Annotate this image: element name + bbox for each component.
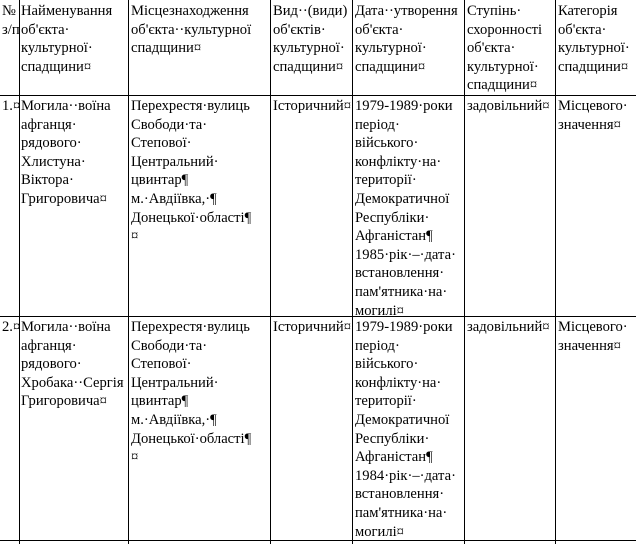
- cell-line: Демократичної: [355, 411, 450, 428]
- cell-line: задовільний¤: [467, 98, 550, 114]
- cell-line: культурної·: [355, 40, 427, 57]
- cell-line: території·: [355, 172, 417, 189]
- row-1-category-cell: [558, 97, 636, 134]
- cell-line: спадщини¤: [355, 58, 426, 75]
- cell-line: Григоровича¤: [21, 190, 107, 207]
- cell-line: Демократичної: [355, 190, 450, 207]
- cell-line: задовільний¤: [467, 319, 550, 335]
- cell-line: період·: [355, 116, 400, 133]
- header-cell-date: [355, 2, 465, 76]
- cell-line: Місцевого·: [558, 319, 628, 335]
- row-2-date-cell: [355, 318, 465, 541]
- cell-line: схоронності: [467, 21, 543, 38]
- cell-line: Дата··утворення: [355, 3, 458, 19]
- cell-line: Центральний·: [131, 153, 219, 170]
- cell-line: війського·: [355, 356, 419, 373]
- cell-line: встановлення·: [355, 265, 445, 282]
- cell-line: встановлення·: [355, 486, 445, 503]
- cell-line: об'єкта··культурної: [131, 21, 252, 38]
- cell-line: рядового·: [21, 356, 82, 373]
- cell-line: Донецької·області¶: [131, 430, 252, 447]
- row-2-category-cell: [558, 318, 636, 355]
- cell-line: Хробака··Сергія: [21, 374, 124, 391]
- header-cell-location: [131, 2, 271, 58]
- cell-line: Степової·: [131, 135, 192, 152]
- cell-line: значення¤: [558, 337, 621, 354]
- row-1-state-cell: [467, 97, 556, 116]
- cell-line: могилі¤: [355, 523, 404, 540]
- cell-line: Свободи·та·: [131, 337, 208, 354]
- cell-line: Категорія: [558, 3, 618, 19]
- cell-line: пам'ятника·на·: [355, 504, 448, 521]
- cell-line: 1984·рік·–·дата·: [355, 467, 456, 484]
- cell-line: об'єкта·: [558, 21, 607, 38]
- row-2-name-cell: [21, 318, 129, 411]
- cell-line: Історичний¤: [273, 319, 351, 335]
- cell-line: Віктора·: [21, 172, 74, 189]
- cell-line: Найменування: [21, 3, 113, 19]
- cell-line: спадщини¤: [131, 40, 202, 57]
- cell-line: Ступінь·: [467, 3, 522, 19]
- cell-line: Степової·: [131, 356, 192, 373]
- cell-line: Історичний¤: [273, 98, 351, 114]
- header-cell-type: [273, 2, 353, 76]
- cell-line: 1985·рік·–·дата·: [355, 246, 456, 263]
- cell-line: культурної·: [558, 40, 630, 57]
- cell-line: Могила··воїна: [21, 98, 111, 114]
- cell-line: Місцевого·: [558, 98, 628, 114]
- cell-line: культурної·: [273, 40, 345, 57]
- cell-line: Могила··воїна: [21, 319, 111, 335]
- cell-line: Місцезнаходження: [131, 3, 249, 19]
- header-cell-state: [467, 2, 556, 95]
- cell-line: м.·Авдіївка,·¶: [131, 190, 217, 207]
- cell-line: конфлікту·на·: [355, 374, 442, 391]
- cell-line: Республіки·: [355, 209, 430, 226]
- cell-line: Центральний·: [131, 374, 219, 391]
- header-cell-num: [2, 2, 20, 39]
- cell-line: цвинтар¶: [131, 393, 189, 410]
- cell-line: території·: [355, 393, 417, 410]
- column-divider: [128, 0, 129, 544]
- row-2-location-cell: [131, 318, 271, 467]
- row-2-type-cell: [273, 318, 353, 337]
- cell-line: ¤: [131, 449, 139, 466]
- header-cell-category: [558, 2, 636, 76]
- column-divider: [352, 0, 353, 544]
- row-1-name-cell: [21, 97, 129, 209]
- cell-line: спадщини¤: [558, 58, 629, 75]
- cell-line: з/п: [2, 21, 20, 38]
- cell-line: пам'ятника·на·: [355, 283, 448, 300]
- row-divider: [0, 95, 636, 96]
- cell-line: період·: [355, 337, 400, 354]
- cell-line: культурної·: [21, 40, 93, 57]
- cell-line: Афганістан¶: [355, 228, 433, 245]
- cell-line: рядового·: [21, 135, 82, 152]
- cell-line: 1979-1989·роки: [355, 319, 453, 335]
- cell-line: об'єкта·: [355, 21, 404, 38]
- cell-line: №: [2, 3, 16, 19]
- column-divider: [19, 0, 20, 544]
- header-cell-name: [21, 2, 129, 76]
- cell-line: 1.¤: [2, 98, 20, 114]
- cell-line: об'єкта·: [21, 21, 70, 38]
- cell-line: 1979-1989·роки: [355, 98, 453, 114]
- row-1-date-cell: [355, 97, 465, 320]
- row-1-location-cell: [131, 97, 271, 246]
- cell-line: ¤: [131, 228, 139, 245]
- cell-line: об'єктів·: [273, 21, 326, 38]
- cell-line: м.·Авдіївка,·¶: [131, 411, 217, 428]
- cell-line: Свободи·та·: [131, 116, 208, 133]
- row-divider: [0, 540, 636, 541]
- cell-line: Донецької·області¶: [131, 209, 252, 226]
- row-1-num-cell: [2, 97, 20, 116]
- cell-line: афганця·: [21, 116, 77, 133]
- row-divider: [0, 316, 636, 317]
- cell-line: війського·: [355, 135, 419, 152]
- cell-line: спадщини¤: [273, 58, 344, 75]
- cell-line: спадщини¤: [21, 58, 92, 75]
- cell-line: цвинтар¶: [131, 172, 189, 189]
- cell-line: Республіки·: [355, 430, 430, 447]
- row-1-type-cell: [273, 97, 353, 116]
- row-2-num-cell: [2, 318, 20, 337]
- cell-line: Афганістан¶: [355, 449, 433, 466]
- cell-line: конфлікту·на·: [355, 153, 442, 170]
- row-2-state-cell: [467, 318, 556, 337]
- cell-line: Григоровича¤: [21, 393, 107, 410]
- cell-line: культурної·: [467, 58, 539, 75]
- cell-line: афганця·: [21, 337, 77, 354]
- cell-line: Перехрестя·вулиць: [131, 98, 250, 114]
- cell-line: Перехрестя·вулиць: [131, 319, 250, 335]
- cell-line: могилі¤: [355, 302, 404, 319]
- cell-line: Вид··(види): [273, 3, 348, 19]
- cell-line: Хлистуна·: [21, 153, 86, 170]
- cell-line: значення¤: [558, 116, 621, 133]
- cell-line: об'єкта·: [467, 40, 516, 57]
- cell-line: 2.¤: [2, 319, 20, 335]
- cell-line: спадщини¤: [467, 77, 538, 94]
